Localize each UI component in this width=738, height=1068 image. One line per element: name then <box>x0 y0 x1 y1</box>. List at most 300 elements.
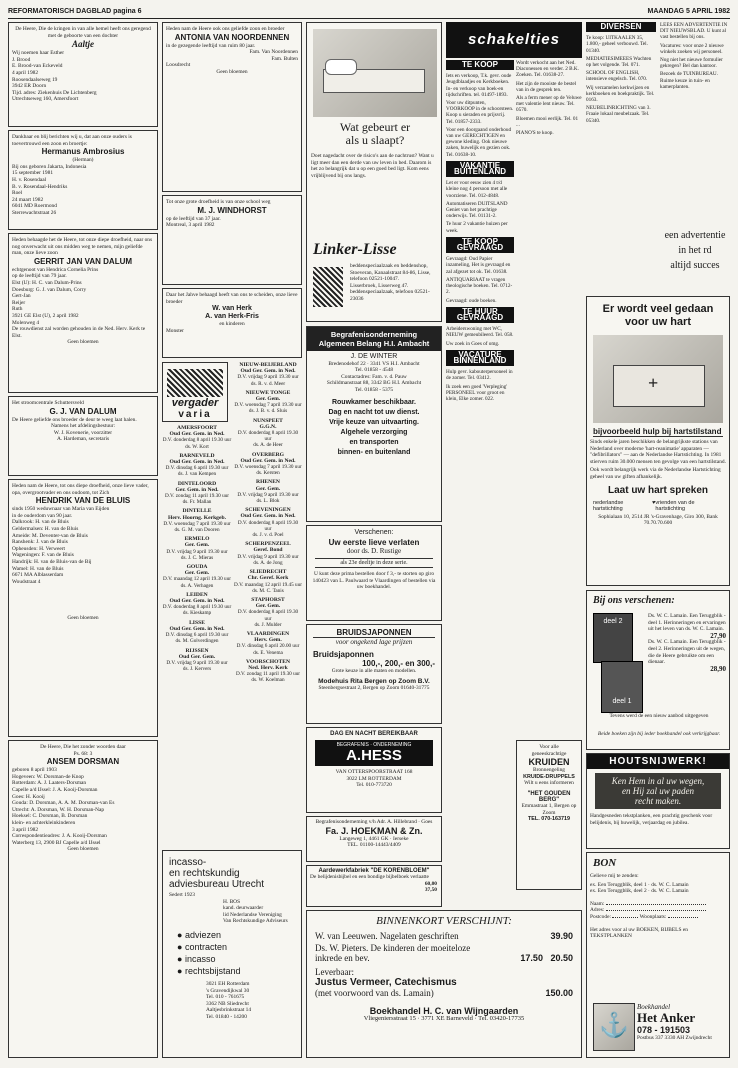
church-entry: VOORSCHOTEN Ned. Herv. Kerk D.V. zondag 11 april 19.30 uur ds. W. Koelman <box>236 658 300 684</box>
misc-column <box>660 22 730 222</box>
brand-name: Linker-Lisse <box>313 241 397 258</box>
line: 6041 MD Roermond <box>12 203 57 210</box>
line: Wageningen: F. van de Bluis <box>12 552 74 559</box>
line: Wilt u eens informeren <box>524 780 574 787</box>
line: telefoon 02521-10047. <box>350 276 400 283</box>
line: Reijer <box>12 299 26 306</box>
line: Tel. 01858 - 5375 <box>354 386 394 393</box>
line: Wij noemen haar Esther <box>12 50 65 57</box>
page-header <box>8 6 730 19</box>
classified-item: Nog niet het nieuwe formulier gekregen? Bel dan kantoor. <box>660 57 723 70</box>
product: Bruidsjaponnen <box>313 650 374 659</box>
section-head-gevraagd: TE KOOP GEVRAAGD <box>446 237 514 253</box>
service-item: ● incasso <box>177 953 216 964</box>
deceased-name: G. J. VAN DALUM <box>49 406 117 416</box>
bible-reference: Ps. 68: 3 <box>73 750 93 757</box>
company-name: Fa. J. HOEKMAN & Zn. <box>325 825 423 836</box>
church-entry: AMERSFOORT Oud Ger. Gem. in Ned. D.V. donderdag 8 april 19.30 uur ds. W. Kort <box>162 425 232 450</box>
field-label: Adres: <box>590 907 605 914</box>
line: Ranshenk: J. van de Bluis <box>12 539 68 546</box>
line: Dalkrook: H. van de Bluis <box>12 519 69 526</box>
announcement-intro: Het stroomcentrale Schuttersveld <box>12 400 84 406</box>
shop-name: "HET GOUDEN BERG" <box>527 790 571 803</box>
line: Correspondentieadres: J. A. Kooij-Dorsman <box>12 833 107 840</box>
subheading: Leverbaar: <box>315 967 354 977</box>
pottery-advertisement <box>306 865 442 907</box>
ad-title: incasso- en rechtskundig adviesbureau Utrecht <box>169 857 265 890</box>
deceased-name: GERRIT JAN VAN DALUM <box>33 256 133 266</box>
service-item: ● contracten <box>177 941 227 952</box>
line: Ameide: M. Deventer-van de Bluis <box>12 532 88 539</box>
sign-line: en Hij zal uw paden <box>622 786 694 796</box>
form-field[interactable] <box>590 901 726 908</box>
classified-item: Gevraagd: Oud Papier inzameling, Het is gevraagd en zal afgezet tot ok. Tel. 01638. <box>446 256 511 275</box>
announcement-intro: Heden behaagde het de Heere, tot onze diepe droefheid, naar ons nog onverwacht uit ons midden weg te nemen, mijn geliefde man, onze lieve zoon <box>12 237 153 257</box>
classified-item: Arbeiderswoning met WC, NIEUW gemeubileerd. Tel. 058. <box>446 326 514 339</box>
church-services-left <box>162 425 232 775</box>
shop-address: Vliegeniersstraat 15 · 3771 XE Barneveld · Tel. 03420-17735 <box>363 1015 525 1022</box>
classified-item: Bloemen mooi eerlijk. Tel. 01 ... <box>516 115 579 128</box>
line: Tel. 010 - 761675 <box>206 994 245 1001</box>
church-entry: RIJSSEN Oud Ger. Gem. D.V. vrijdag 9 april 19.30 uur ds. J. Kervers <box>166 647 228 673</box>
order-line[interactable]: ex. Een Teruggblik, deel 1 · ds. W. C. Lamain <box>590 881 689 888</box>
line: Namens het afdelingsbestuur: <box>50 423 116 430</box>
service-line: Vrije keuze van uitvaarting. <box>329 418 419 426</box>
name: W. van Herk <box>212 305 252 313</box>
logo-graphic <box>167 369 223 397</box>
section-head-te-huur: TE HUUR GEVRAAGD <box>446 307 514 323</box>
book-title: inkrede en bev. <box>315 953 370 963</box>
forthcoming-books-advertisement <box>306 910 582 1058</box>
book-author: door ds. D. Rustige <box>346 547 402 555</box>
form-field[interactable] <box>590 907 726 914</box>
funeral-advertisement-hess <box>306 727 442 813</box>
brand-logo <box>313 267 343 307</box>
ad-title: Er wordt veel gedaan voor uw hart <box>602 303 714 328</box>
announcement-intro: De Heere, Die het zonder woorden daar <box>40 744 126 750</box>
classified-item: Wij verzamelen kerkwijzen en kerkboeken en boekpraktijk. Tel. 0163. <box>586 84 655 104</box>
ambulance-photo <box>593 335 723 423</box>
service-line: Algehele verzorging <box>340 428 408 436</box>
classified-item: Te huur 2 vakantie huizen per week. <box>446 221 508 234</box>
line: Doesburg: G. J. van Dalum, Corry <box>12 286 87 293</box>
shop-address: Steenbergsestraat 2, Bergen op Zoom 01640-31775 <box>318 684 430 691</box>
death-announcement-dorsman <box>8 740 158 1058</box>
book-title: Justus Vermeer, Catechismus <box>315 977 457 988</box>
book-advertisement-rustige <box>306 525 442 621</box>
line: Hoeksel: C. Dorsman, B. Dorsman <box>12 813 88 820</box>
line: H. v. Rosendaal <box>12 176 47 183</box>
line: Loosdrecht <box>166 62 191 69</box>
line: Van Rechtskundige Adviseurs <box>223 918 288 925</box>
carved-sign <box>595 773 721 809</box>
bullet-icon: ● <box>177 929 183 940</box>
ad-body-2: Ook wordt belangrijk werk via de Nederlandse Hartstichting geheel van uw giften afhankelijk. <box>590 467 721 480</box>
shop-name: Boekhandel H. C. van Wijngaarden <box>369 1006 519 1016</box>
advertising-promo <box>660 228 730 292</box>
line: geboren 8 april 1903 <box>12 767 57 774</box>
line: echtgenoot van Hendrica Cornelia Prins <box>12 266 99 273</box>
line: TEL. 070-163719 <box>528 816 570 823</box>
bridal-advertisement <box>306 624 442 724</box>
line: 3942 ER Doorn <box>12 83 47 90</box>
ad-title: Aardewerkfabriek "DE KORENBLOEM" <box>318 868 430 874</box>
announcement-intro: Tot onze grote droefheid is van onze school weg <box>166 199 271 205</box>
line: klein- en achterkleinkinderen <box>12 819 76 826</box>
line: in de gezegende leeftijd van ruim 80 jaar. <box>166 42 256 49</box>
field-label: Postcode: <box>590 913 611 920</box>
church-entry: DINTELOORD Ger. Gem. in Ned. D.V. zondag 11 april 19.30 uur ds. Fr. Mallan <box>165 480 229 506</box>
ad-body: Doet nagedacht over de risico's aan de nachtrust? Want u ligt meer dan een derde van uw leven in bed. Daarom is het zo belangrijk dat u op een goed bed ligt. Kom eens vrijblijvend bij ons langs. <box>311 153 434 179</box>
line: 3921 GE Elst (U), 2 april 1982 <box>12 312 79 319</box>
book-title: Ds. W. Pieters. De kinderen der moeiteloze <box>315 943 471 953</box>
church-entry: VLAARDINGEN Herv. Gem. D.V. dinsdag 6 april 20.00 uur ds. E. Venema <box>236 630 300 656</box>
book-label: deel 1 <box>612 698 632 705</box>
org-name: nederlandse hartstichting <box>593 499 624 512</box>
church-entry: SCHERPENZEEL Geref. Bond D.V. vrijdag 9 april 19.30 uur ds. A. de Jong <box>237 541 299 566</box>
line: Tel. 01840 - 14200 <box>206 1013 247 1020</box>
city-field[interactable] <box>668 917 698 918</box>
line: geneeskrachtige <box>531 750 567 757</box>
book-label: deel 2 <box>603 618 623 625</box>
ad-subtitle: voor ongekend lage prijzen <box>335 638 413 646</box>
ad-title: Bij ons verschenen: <box>593 595 675 606</box>
shop-name: Modehuis Rita Bergen op Zoom B.V. <box>318 677 430 685</box>
service-item: ● adviezen <box>177 929 221 940</box>
footer-line: Het adres voor al uw BOEKEN, BIJBELS en TEKSTPLANKEN <box>590 926 688 940</box>
name-field[interactable] <box>606 904 706 905</box>
service-line: Rouwkamer beschikbaar. <box>331 398 417 406</box>
line: Aaltjesbrinkstraat 14 <box>206 1007 252 1014</box>
line: Geen bloemen <box>67 339 99 346</box>
service-item: ● rechtsbijstand <box>177 965 241 976</box>
order-line[interactable]: ex. Een Teruggblik, deel 2 · ds. W. C. Lamain <box>590 888 689 895</box>
classified-item: Vacatures: voor onze 2 nieuwe winkels zoeken wij personeel. <box>660 42 724 55</box>
classified-item: Ik zoek een goed 'Verpleging' PERSONEEL voor groot en klein, Elke zomer. 022. <box>446 383 508 402</box>
line: Rotterdam: A. J. Laaters-Dorsman <box>12 780 87 787</box>
coupon-title: BON <box>593 857 617 869</box>
ad-title: BINNENKORT VERSCHIJNT: <box>376 915 512 927</box>
books-advertisement <box>586 590 730 750</box>
classified-item: LEES EEN ADVERTENTIE IN DIT NIEUWSBLAD. U kunt al vast bestellen bij ons. <box>660 22 728 41</box>
line: 6671 MA Alblasserdam <box>12 572 64 579</box>
church-entry: NIEUW-BEIJERLAND Oud Ger. Gem. in Ned. D.V. vrijdag 9 april 19.30 uur ds. R. v. d. Meer <box>237 362 299 387</box>
bed-illustration <box>313 29 437 117</box>
book-price: 150.00 <box>545 988 573 998</box>
church-entry: OVERBERG Oud Ger. Gem. in Ned. D.V. woensdag 7 april 19.30 uur ds. Kersten <box>234 451 302 477</box>
ad-title: BRUIDSJAPONNEN <box>313 628 435 638</box>
church-entry: GOUDA Ger. Gem. D.V. maandag 12 april 19.30 uur ds. A. Verhagen <box>163 564 231 589</box>
child-name: Hermanus Ambrosius <box>41 147 125 157</box>
line: H. BOS <box>223 898 241 905</box>
ad-head: DAG EN NACHT BEREIKBAAR <box>330 731 418 737</box>
announcement-intro: Daar het Jahve behaagd heeft van ons te scheiden, onze lieve broeder <box>166 292 298 305</box>
classified-item: Hulp gevr. kabouterpersoneel in de zomer. Tel. 03412. <box>446 369 513 382</box>
woodcarving-advertisement <box>586 753 730 849</box>
price: 28,90 <box>710 664 726 673</box>
deceased-name: ANTONIA VAN NOORDENNEN <box>174 32 290 42</box>
service-line: Dag en nacht tot uw dienst. <box>328 408 420 416</box>
bullet-icon: ● <box>177 941 183 952</box>
classifieds-column-a <box>446 60 514 700</box>
line: beddenspeciaalzaak, telefoon 02521-23036 <box>350 289 430 302</box>
book-cover-deel-1 <box>601 661 643 713</box>
classifieds-column-b <box>516 60 582 740</box>
line: Geen bloemen <box>216 68 248 75</box>
ad-title: Begrafenisonderneming Algemeen Belang H.I. Ambacht <box>307 327 441 351</box>
line: 24 maart 1982 <box>12 196 44 203</box>
section-head-te-koop: TE KOOP <box>446 60 514 70</box>
field-label: Naam: <box>590 900 605 907</box>
company-name: A.HESS <box>346 747 402 764</box>
classified-item: Voor uw ditpunten, VOORKOOP in de schoorsteen. Koop u sieraden en prijsvrij. Tel. 01857-2333. <box>446 100 514 125</box>
line: De rouwdienst zal worden gehouden in de Ned. Herv. Kerk te Elst. <box>12 326 146 339</box>
line: Utrechtseweg 160, Amersfoort <box>12 96 79 103</box>
line: op de leeftijd van 37 jaar. <box>166 215 221 222</box>
classified-item: SCHOOL OF ENGLISH, intensieve engelsch. Tel. 070. <box>586 70 648 83</box>
classified-item: Wordt verkocht aan het Ned. Diaconessen en verder. 2 B.K. Zoeken. Tel. 01638-27. <box>516 60 579 79</box>
line: Langeweg 1, 4461 GK · Ierseke <box>339 835 409 842</box>
promo-line: een advertentie <box>664 230 726 241</box>
line: Hogeveen: W. Dorsman-de Knop <box>12 773 84 780</box>
death-announcement-van-herk <box>162 288 302 358</box>
line: TEL. 01100-14443/4409 <box>347 842 401 849</box>
line: Opheusden: H. Verweert <box>12 545 66 552</box>
line: Fam. Van Noordennen <box>249 49 298 56</box>
church-entry: BARNEVELD Oud Ger. Gem. in Ned. D.V. dinsdag 6 april 19.30 uur ds. J. van Kempen <box>165 452 229 478</box>
line: E. Brood-van Eckeveld <box>12 63 63 70</box>
header-left: REFORMATORISCH DAGBLAD pagina 6 <box>8 8 142 15</box>
line: Ruth <box>12 306 23 313</box>
line: Sterrewachtstraat 26 <box>12 209 57 216</box>
classified-item: Te koop: UITKAALEN 35, 1.800,- geheel verbouwd. Tel. 01340. <box>586 35 648 54</box>
ad-body: Sinds enkele jaren beschikken de belangrijkste stations van Nederland over moderne 'hart-reanimatie' apparaten — "defibrillators" — aan de Nederlandse Hartstichting. In 1981 stierven ruim 30.000 mensen ten gevolge van een hartstilstand. <box>590 439 726 465</box>
line: Emmastraat 1, Bergen op Zoom <box>521 802 577 816</box>
line: Bronnengeling <box>532 767 566 774</box>
classified-item: Voor een doorgaand onderhoud van uw GERECHTIGEN en gewone kleding. Ook nieuwe zaken, huwelijk en gezien ook. Tel. 01638-10. <box>446 126 512 158</box>
bullet-icon: ● <box>177 953 183 964</box>
child-nickname: (Herman) <box>72 157 94 164</box>
logo-title: vergader <box>171 397 219 409</box>
line: Capelle a/d IJssel: J. A. Kooij-Dorsman <box>12 786 98 793</box>
section-head-vacature: VACATURE BINNENLAND <box>446 350 514 366</box>
line: in de ouderdom van 90 jaar. <box>12 512 73 519</box>
line: Goes: H. Kooij <box>12 793 45 800</box>
ad-body: Handgesneden tekstplanken, een prachtig geschenk voor belijdenis, bij huwelijk, verjaardag en jubilea. <box>590 813 713 826</box>
ad-title: Wat gebeurt er <box>339 120 411 134</box>
order-coupon <box>586 852 730 1058</box>
line: Tijd. adres: Ziekenhuis De Lichtenberg <box>12 89 97 96</box>
line: kand. deurwaarder <box>223 905 264 912</box>
promo-line: altijd succes <box>670 260 720 271</box>
line: Schildmanstraat 88, 3342 BG H.I. Ambacht <box>326 380 422 387</box>
form-field[interactable] <box>590 914 726 921</box>
classifieds-logo <box>446 22 582 58</box>
sign-line: Ken Hem in al uw wegen, <box>611 776 705 786</box>
book-price: 20.50 <box>550 953 573 963</box>
line: Voor alle <box>539 744 559 750</box>
line: 's Gravendijkwal 30 <box>206 987 250 994</box>
line: Stoeveran, Kanaalstraat 84-86, Lisse, <box>350 269 431 276</box>
book-title: Uw eerste lieve verlaten <box>328 538 420 547</box>
line: Geen bloemen <box>67 846 99 853</box>
book-description: Ds. W. C. Lamain. Een Teruggblik - deel 1. Herinneringen en ervaringen uit het leven van ds. W. C. Lamain. <box>648 613 726 633</box>
pillow-icon <box>325 59 357 75</box>
line: KRUIDE-DRUPPELS <box>523 773 575 780</box>
ad-title-2: als u slaapt? <box>345 133 405 147</box>
announcement-intro: Dankbaar en blij berichten wij u, dat aan onze ouders is toevertrouwd een zoon en broertje: <box>12 134 132 147</box>
ad-headline: bijvoorbeeld hulp bij hartstilstand <box>593 427 722 436</box>
church-services-right <box>234 362 302 847</box>
line: Geen bloemen <box>67 615 99 622</box>
sign-line: recht maken. <box>634 796 682 806</box>
book-row <box>315 988 573 998</box>
book-cover-deel-2 <box>593 613 633 663</box>
line: op de leeftijd van 79 jaar. <box>12 273 67 280</box>
line: J. Brood <box>12 56 31 63</box>
classified-item: Automatiseren DUITSLAND Geniet van het prachtige onderwijs. Tel. 01131-2. <box>446 200 508 220</box>
church-entry: STAPHORST Ger. Gem. D.V. donderdag 8 april 19.30 uur ds. J. Mulder <box>237 596 299 628</box>
postcode-field[interactable] <box>612 917 638 918</box>
line: Utrecht: A. Dorsman, W. H. Dorsman-Nap <box>12 806 105 813</box>
line: VAN OTTERSPOORSTRAAT 168 <box>335 769 413 775</box>
line: beddenspeciaalzaak en beddenshop, <box>350 263 428 269</box>
line: 3 april 1982 <box>12 826 39 833</box>
book-description: Ds. W. C. Lamain. Een Teruggblik - deel 2. Herinneringen uit de wegen, die de Heere gebruikte om een dienaar. <box>648 639 726 666</box>
heart-icon: ♥ <box>652 499 656 506</box>
book-row <box>315 953 573 963</box>
line: A. Hardeman, secretaris <box>56 436 110 443</box>
line: Molenweg 4 <box>12 319 40 326</box>
announcement-intro: Heden nam de Heere, tot ons diepe droefheid, onze lieve vader, opa, overgrootvader en ons oudoom, tot Zich <box>12 483 149 496</box>
church-entry: RHENEN Ger. Gem. D.V. vrijdag 9 april 19.30 uur ds. L. Blok <box>237 479 299 505</box>
classified-item: Uw zoek in Goes of omg. <box>446 340 500 347</box>
shop-phone: 078 - 191503 <box>637 1025 691 1035</box>
funeral-advertisement-de-winter <box>306 326 442 522</box>
line: Monster <box>166 327 184 334</box>
logo-subtitle: varia <box>178 409 212 420</box>
org-address: Sophialaan 10, 2514 JR 's-Gravenhage, Giro 300, Bank 70.70.70.600 <box>598 513 718 527</box>
classified-item: NEUBELINRICHTING van 3. Fraaie lokaal meubelzaak. Tel. 05340. <box>586 105 651 124</box>
line: Lisserbroek, Lisserweg 47. <box>350 282 409 289</box>
death-announcement-noordennen <box>162 22 302 192</box>
promo-line: in het rd <box>678 245 712 256</box>
line: De Heere geliefde ons broeder de deur te weeg laat halen. <box>12 416 137 423</box>
address-field[interactable] <box>606 910 706 911</box>
church-entry: NIEUWE TONGE Ger. Gem. D.V. woensdag 7 april 19.30 uur ds. J. B. v. d. Sluis <box>234 389 302 415</box>
ad-body: De belijdenisbijbel en een bondige bijbelboek verlaatte <box>310 874 429 880</box>
classified-item: Het zijn de mooiste de bestel van in de gesprek ten. <box>516 80 577 93</box>
birth-announcement-hermanus <box>8 130 158 230</box>
call-to-action: Laat uw hart spreken <box>607 484 709 496</box>
ad-title: HOUTSNIJWERK! <box>587 754 729 769</box>
church-entry: ERMELO Ger. Gem. D.V. vrijdag 9 april 19.30 uur ds. J. C. Mieras <box>166 536 228 561</box>
line: Wamel: H. van de Bluis <box>12 565 64 572</box>
death-announcement-van-dalum-2 <box>8 396 158 476</box>
classifieds-title: schakelties <box>468 31 560 48</box>
shop-name: Het Anker <box>637 1010 696 1025</box>
death-announcement-van-dalum <box>8 233 158 393</box>
org-name-2: vrienden van de hartstichting <box>655 499 695 512</box>
price: 100,-, 200,- en 300,- <box>362 659 435 668</box>
field-label: Woonplaats: <box>639 913 667 920</box>
line: Waterberg 13, 2900 BJ Capelle a/d IJssel <box>12 839 101 846</box>
classified-item: MEDIATIESIMEEES Wachten op het volgende. Tel. 071. <box>586 55 652 69</box>
incasso-advertisement <box>162 850 302 1058</box>
death-announcement-van-de-bluis <box>8 479 158 737</box>
shop-prefix: Boekhandel <box>637 1003 671 1011</box>
name: A. van Herk-Fris <box>205 313 259 321</box>
line: Contactadres: Fam. v. d. Pauw <box>341 373 407 380</box>
line: 3021 EH Rotterdam <box>206 980 250 987</box>
line: Geldermalsen: H. van de Bluis <box>12 525 79 532</box>
vergader-varia-logo <box>162 362 228 422</box>
ambulance-icon <box>613 365 705 407</box>
line: Tel. 010-773720 <box>356 782 392 789</box>
church-entry: SCHEVENINGEN Oud Ger. Gem. in Ned. D.V. donderdag 8 april 19.30 uur ds. J. v. d. Poel <box>237 507 299 539</box>
section-head-vakantie: VAKANTIE BUITENLAND <box>446 161 514 177</box>
deceased-name: HENDRIK VAN DE BLUIS <box>35 496 131 506</box>
classified-item: Bezoek de TUINBUREAU. Ruime keuze in tuin- en kamerplanten. <box>660 71 718 90</box>
line: 15 september 1981 <box>12 170 54 177</box>
line: Elst (U): H. C. van Dalum-Prins <box>12 279 82 286</box>
book-row <box>315 931 573 941</box>
line: Bij ons geboren Jakarta, Indonesia <box>12 163 87 170</box>
deceased-name: M. J. WINDHORST <box>197 205 267 215</box>
deceased-name: ANSEM DORSMAN <box>46 757 120 767</box>
book-price: 39.90 <box>550 931 573 941</box>
line: Fam. Bulten <box>271 55 298 62</box>
anchor-icon: ⚓ <box>599 1013 629 1039</box>
section-head-diversen: DIVERSEN <box>586 22 656 32</box>
since: Sedert 1923 <box>169 892 195 898</box>
line: Tel. 01858 - 4548 <box>354 367 394 374</box>
price: 37,50 <box>424 887 437 894</box>
book-title: W. van Leeuwen. Nagelaten geschriften <box>315 931 459 941</box>
line: en kinderen <box>219 321 245 328</box>
line: Gouda: D. Dorsman, A. A. M. Dorsman-van Es <box>12 800 115 807</box>
death-announcement-windhorst <box>162 195 302 285</box>
book-subtitle: (met voorwoord van ds. Lamain) <box>315 988 434 998</box>
classified-item: PIANO'S te koop. <box>516 130 554 137</box>
ad-title: KRUIDEN <box>528 757 570 768</box>
line: Montreal, 3 april 1982 <box>166 222 215 229</box>
line: Roel <box>12 190 23 197</box>
line: Handrijk: H. van de Bluis-van de Bij <box>12 558 92 565</box>
line: Woudstraat 4 <box>12 578 41 585</box>
church-entry: LEIDEN Oud Ger. Gem. in Ned. D.V. donderdag 8 april 19.30 uur ds. Kieskamp <box>162 591 232 617</box>
church-entry: NUNSPEET G.G.N. D.V. donderdag 8 april 19.30 uur ds. A. de Heer <box>237 417 299 449</box>
classified-item: Let er voor eeuw zien 4 t/d kleine nog 4 persoon met alle voorziene. Tel. 012-4848. <box>446 180 508 199</box>
church-entry: LISSE Oud Ger. Gem. in Ned. D.V. dinsdag 6 april 19.30 uur ds. M. Golverdingen <box>165 619 229 645</box>
book-price: 17.50 <box>520 953 543 963</box>
ad-subtitle: BEGRAFENIS · ONDERNEMING <box>336 742 412 748</box>
line: Gert-Jan <box>12 293 31 300</box>
line: 4 april 1982 <box>12 69 39 76</box>
birth-announcement-aaltje <box>8 22 158 127</box>
ad-head: Verschenen: <box>354 529 394 536</box>
diversen-column <box>586 22 656 292</box>
bullet-icon: ● <box>177 965 183 976</box>
book-row <box>315 943 573 953</box>
classified-item: Als a ferm mener op de Veluwe met valentie lent nieuw. Tel. 0570. <box>516 95 582 114</box>
announcement-intro: De Heere, Die de kringen in van alle hemel heeft ons geregend met de geboorte van een dochter <box>15 26 151 39</box>
line: 3362 NB Sliedrecht <box>206 1000 249 1007</box>
caption: Tevens werd de een nieuw aanbod uitgegeven <box>609 713 709 719</box>
line: Roosendaalseweg 19 <box>12 76 58 83</box>
service-line: en transporten <box>349 438 399 446</box>
line: Grote keuze in alle maten en modellen. <box>331 668 417 674</box>
